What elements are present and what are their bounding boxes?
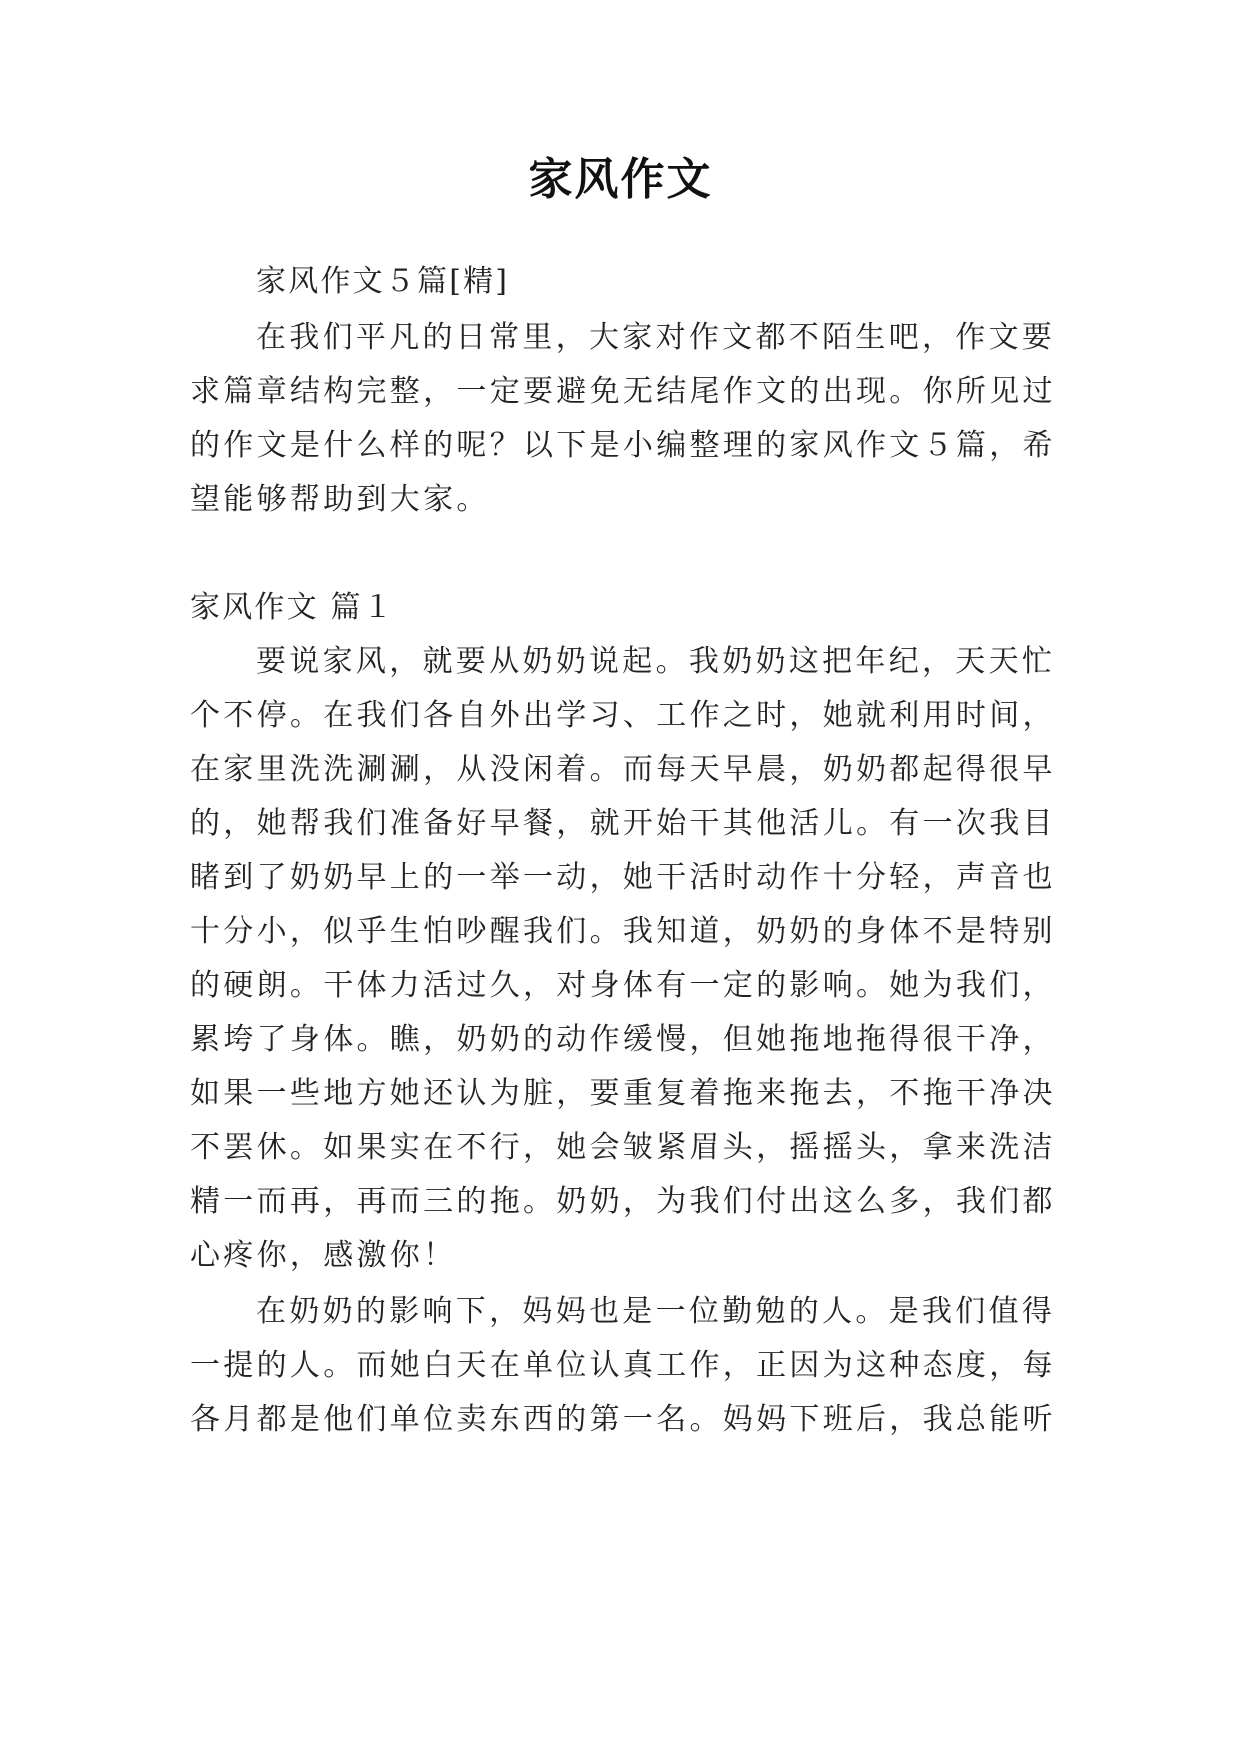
paragraph-line: 一提的人。而她白天在单位认真工作，正因为这种态度，每	[190, 1348, 1056, 1383]
section-heading: 家风作文 篇１	[190, 590, 395, 625]
paragraph-line: 累垮了身体。瞧，奶奶的动作缓慢，但她拖地拖得很干净，	[190, 1022, 1056, 1057]
paragraph-line: 不罢休。如果实在不行，她会皱紧眉头，摇摇头，拿来洗洁	[190, 1130, 1056, 1165]
paragraph-line: 个不停。在我们各自外出学习、工作之时，她就利用时间，	[190, 698, 1056, 733]
paragraph-line: 的硬朗。干体力活过久，对身体有一定的影响。她为我们，	[190, 968, 1056, 1003]
paragraph-line: 各月都是他们单位卖东西的第一名。妈妈下班后，我总能听	[190, 1402, 1056, 1437]
paragraph-line: 心疼你，感激你！	[190, 1238, 457, 1273]
document-title: 家风作文	[528, 154, 713, 205]
intro-line: 求篇章结构完整，一定要避免无结尾作文的出现。你所见过	[190, 374, 1056, 409]
paragraph-line: 如果一些地方她还认为脏，要重复着拖来拖去，不拖干净决	[190, 1076, 1056, 1111]
document-subtitle: 家风作文５篇[精]	[256, 264, 510, 299]
paragraph-line: 要说家风，就要从奶奶说起。我奶奶这把年纪，天天忙	[256, 644, 1056, 679]
paragraph-line: 十分小，似乎生怕吵醒我们。我知道，奶奶的身体不是特别	[190, 914, 1056, 949]
paragraph-line: 的，她帮我们准备好早餐，就开始干其他活儿。有一次我目	[190, 806, 1056, 841]
paragraph-line: 精一而再，再而三的拖。奶奶，为我们付出这么多，我们都	[190, 1184, 1056, 1219]
intro-line: 在我们平凡的日常里，大家对作文都不陌生吧，作文要	[256, 320, 1056, 355]
paragraph-line: 睹到了奶奶早上的一举一动，她干活时动作十分轻，声音也	[190, 860, 1056, 895]
paragraph-line: 在家里洗洗涮涮，从没闲着。而每天早晨，奶奶都起得很早	[190, 752, 1056, 787]
paragraph-line: 在奶奶的影响下，妈妈也是一位勤勉的人。是我们值得	[256, 1294, 1056, 1329]
intro-line: 的作文是什么样的呢？以下是小编整理的家风作文５篇，希	[190, 428, 1056, 463]
intro-line: 望能够帮助到大家。	[190, 482, 490, 517]
